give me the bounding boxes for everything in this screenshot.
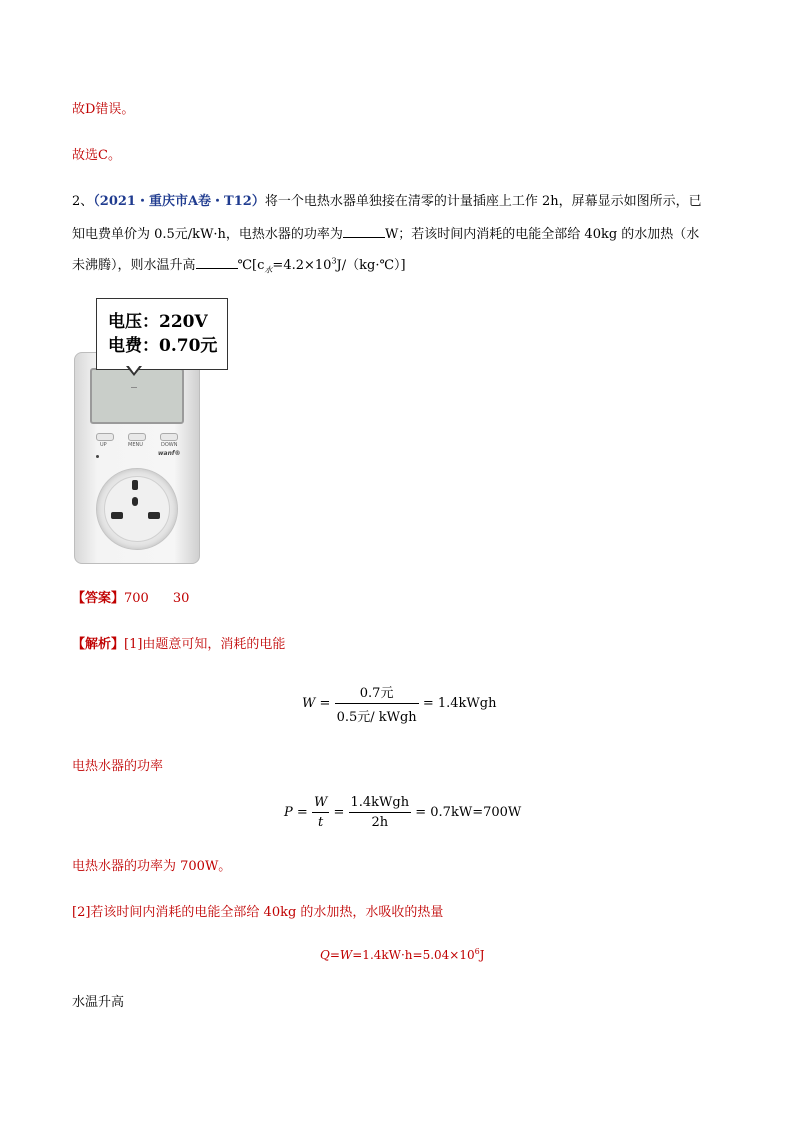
power-fraction [349,795,412,830]
socket-pin-right [148,512,160,519]
power-numerator: 1.4kWgh [349,795,412,813]
up-button-shape [96,433,114,441]
question-text-3f: J/（kg·℃）] [336,258,406,273]
equals-sign-2: = [296,805,308,820]
heat-equals: = [329,948,340,962]
question-text-2b: W；若该时间内消耗的电能全部给 40kg 的水加热（水 [384,227,700,242]
answer-value-2: 30 [172,591,190,606]
heat-result: =1.4kW·h=5.04×10 [352,948,475,962]
power-result: = 0.7kW=700W [415,805,522,820]
analysis-text-1: [1]由题意可知，消耗的电能 [124,637,286,652]
down-button-label: DOWN [161,442,178,448]
meter-screen [90,368,184,424]
heat-formula [320,948,485,962]
reading-callout [96,298,228,370]
analysis-line-1 [72,635,285,655]
energy-formula [302,682,496,725]
heat-unit: J [479,948,485,962]
water-temp-rise-heading: 水温升高 [72,995,125,1010]
heat-symbol: Q [320,948,330,962]
question-number: 2、 [72,194,94,209]
answer-blank-1 [343,225,385,238]
callout-tail-fill [128,365,140,373]
question-line-2 [72,225,699,245]
meter-screen-mark [131,387,137,388]
question-text-3d: =4.2×10 [272,258,332,273]
energy-symbol: W [302,696,316,711]
menu-button-shape [128,433,146,441]
answer-value-1: 700 [124,591,149,606]
analysis-label: 【解析】 [72,637,125,652]
heat-exponent: 6 [474,947,480,956]
analysis-line-2: [2]若该时间内消耗的电能全部给 40kg 的水加热，水吸收的热量 [72,905,444,920]
heater-power-result: 电热水器的功率为 700W。 [72,859,232,874]
answer-blank-2 [196,256,238,269]
fraction-numerator: 0.7元 [335,682,419,704]
equals-sign: = [319,696,331,711]
question-text-1: 将一个电热水器单独接在清零的计量插座上工作 2h，屏幕显示如图所示，已 [264,194,702,209]
socket-pin-left [111,512,123,519]
power-symbol: P [284,805,293,820]
indicator-led [96,455,99,458]
energy-result: = 1.4kWgh [422,696,497,711]
heater-power-heading: 电热水器的功率 [72,759,164,774]
question-text-3a: 未沸腾），则水温升高 [72,258,196,273]
fraction-denominator: 0.5元/ kWgh [336,710,417,725]
socket-pin-middle [132,497,138,506]
question-line-1 [72,192,702,212]
water-subscript: 水 [264,265,273,275]
work-symbol: W [339,948,353,962]
socket-pin-top [132,480,138,490]
conclusion-line-c: 故选C。 [72,148,121,163]
equals-sign-3: = [333,805,345,820]
voltage-reading: 电压：220V [108,312,208,332]
menu-button-label: MENU [128,442,143,448]
up-button-label: UP [100,442,107,448]
t-denominator: t [318,815,324,830]
question-source: （2021・重庆市A卷・T12） [93,194,265,209]
down-button-shape [160,433,178,441]
power-formula [284,795,521,830]
conclusion-line-d: 故D错误。 [72,102,135,117]
w-numerator: W [312,795,329,813]
energy-fraction [335,682,419,725]
w-over-t-fraction [312,795,329,830]
question-line-3 [72,256,406,276]
question-text-3b: ℃[c [237,258,265,273]
cost-reading: 电费：0.70元 [108,336,218,356]
power-exponent: 3 [331,256,337,266]
question-text-2a: 知电费单价为 0.5元/kW·h，电热水器的功率为 [72,227,343,242]
brand-logo: wanf® [158,450,181,457]
answer-line [72,589,189,609]
answer-label: 【答案】 [72,591,125,606]
power-denominator: 2h [371,815,389,830]
